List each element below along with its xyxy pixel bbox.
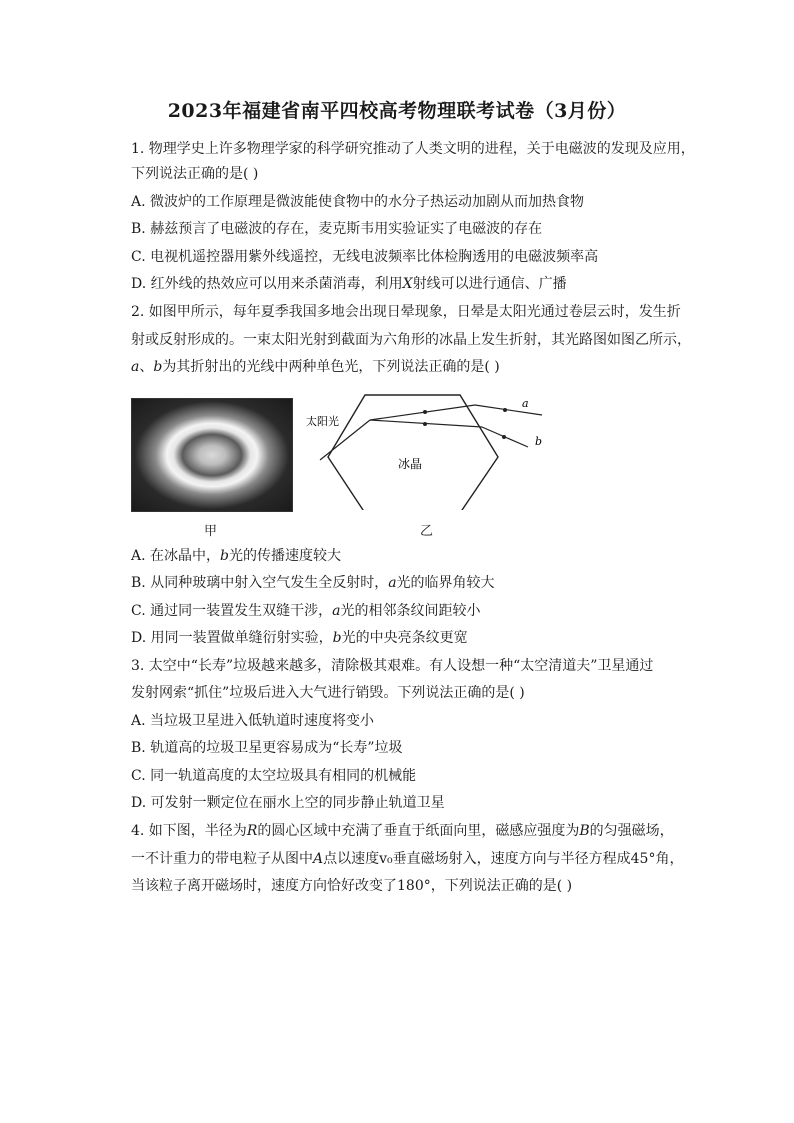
q1-option-d-post: 射线可以进行通信、广播 xyxy=(412,276,567,292)
ray-a-inside xyxy=(370,405,475,420)
q3-option-d: D. 可发射一颗定位在丽水上空的同步静止轨道卫星 xyxy=(131,795,445,811)
q1-option-d xyxy=(131,274,567,294)
figure-jia-label: 甲 xyxy=(204,524,218,539)
q2-option-c-var: a xyxy=(332,603,341,619)
q2-var-a: a xyxy=(131,359,140,375)
ray-a-dot xyxy=(423,410,427,414)
q2-option-c-post: 光的相邻条纹间距较小 xyxy=(340,603,481,619)
q2-option-b-var: a xyxy=(388,575,397,591)
q4-stem-line3: 当该粒子离开磁场时，速度方向恰好改变了180°，下列说法正确的是( ) xyxy=(131,878,573,894)
q2-option-a xyxy=(131,546,341,566)
q2-sep: 、 xyxy=(139,359,154,375)
q2-option-c xyxy=(131,601,480,621)
q1-option-b: B. 赫兹预言了电磁波的存在，麦克斯韦用实验证实了电磁波的存在 xyxy=(131,221,543,237)
q4-stem-line2 xyxy=(131,849,683,869)
sun-halo-photo xyxy=(131,398,293,512)
q3-stem-line2: 发射网索“抓住”垃圾后进入大气进行销毁。下列说法正确的是( ) xyxy=(131,685,525,701)
crystal-label: 冰晶 xyxy=(398,457,423,471)
q4-var-r: R xyxy=(246,823,258,839)
q3-option-c: C. 同一轨道高度的太空垃圾具有相同的机械能 xyxy=(131,768,417,784)
q2-option-b-post: 光的临界角较大 xyxy=(396,575,495,591)
ray-a-dot-outer xyxy=(503,408,507,412)
q2-var-b: b xyxy=(153,359,163,375)
figure-yi-label: 乙 xyxy=(420,524,434,539)
q3-option-b: B. 轨道高的垃圾卫星更容易成为“长寿”垃圾 xyxy=(131,740,403,756)
q1-option-a: A. 微波炉的工作原理是微波能使食物中的水分子热运动加剧从而加热食物 xyxy=(131,194,585,210)
q1-option-d-pre: D. 红外线的热效应可以用来杀菌消毒，利用 xyxy=(131,276,403,292)
q1-stem-line2: 下列说法正确的是( ) xyxy=(131,166,259,182)
q2-stem-line3 xyxy=(131,357,500,377)
q4-stem1-pre: 4. 如下图，半径为 xyxy=(131,823,247,839)
ray-a-outgoing xyxy=(475,405,542,415)
q2-option-a-var: b xyxy=(220,548,229,564)
q4-var-b: B xyxy=(579,823,590,839)
q4-stem2-pre: 一不计重力的带电粒子从图中 xyxy=(131,851,313,867)
q2-stem-line1: 2. 如图甲所示，每年夏季我国多地会出现日晕现象，日晕是太阳光通过卷层云时，发生折 xyxy=(131,304,681,320)
ray-a-label: a xyxy=(522,397,529,410)
q2-option-a-pre: A. 在冰晶中， xyxy=(131,548,221,564)
ray-b-dot-outer xyxy=(502,435,506,439)
q2-stem-line3-post: 为其折射出的光线中两种单色光，下列说法正确的是( ) xyxy=(162,359,500,375)
q2-stem-line2: 射或反射形成的。一束太阳光射到截面为六角形的冰晶上发生折射，其光路图如图乙所示， xyxy=(131,332,691,348)
q1-option-c: C. 电视机遥控器用紫外线遥控，无线电波频率比体检胸透用的电磁波频率高 xyxy=(131,249,599,265)
sunlight-label: 太阳光 xyxy=(306,415,339,428)
ray-b-dot xyxy=(423,422,427,426)
q2-option-d-var: b xyxy=(332,630,342,646)
q2-option-d xyxy=(131,628,468,648)
q2-option-b-pre: B. 从同种玻璃中射入空气发生全反射时， xyxy=(131,575,389,591)
q4-stem2-post: 点以速度v₀垂直磁场射入，速度方向与半径方程成45°角， xyxy=(323,851,684,867)
q2-option-b xyxy=(131,573,495,593)
page-title: 2023年福建省南平四校高考物理联考试卷（3月份） xyxy=(167,100,627,122)
q2-option-a-post: 光的传播速度较大 xyxy=(228,548,341,564)
q2-option-c-pre: C. 通过同一装置发生双缝干涉， xyxy=(131,603,333,619)
q4-var-a: A xyxy=(313,851,324,867)
ice-crystal-diagram xyxy=(300,385,560,510)
q2-option-d-pre: D. 用同一装置做单缝衍射实验， xyxy=(131,630,333,646)
q4-stem1-post: 的匀强磁场， xyxy=(589,823,674,839)
q3-stem-line1: 3. 太空中“长寿”垃圾越来越多，清除极其艰难。有人设想一种“太空清道夫”卫星通过 xyxy=(131,658,654,674)
q1-stem-line1: 1. 物理学史上许多物理学家的科学研究推动了人类文明的进程，关于电磁波的发现及应用， xyxy=(131,141,695,157)
q4-stem-line1 xyxy=(131,821,674,841)
q4-stem1-mid: 的圆心区域中充满了垂直于纸面向里，磁感应强度为 xyxy=(257,823,580,839)
q1-option-d-var: X xyxy=(402,276,413,292)
ray-b-label: b xyxy=(535,435,543,448)
hexagon-crystal xyxy=(328,395,498,510)
q2-option-d-post: 光的中央亮条纹更宽 xyxy=(341,630,468,646)
q3-option-a: A. 当垃圾卫星进入低轨道时速度将变小 xyxy=(131,713,375,729)
